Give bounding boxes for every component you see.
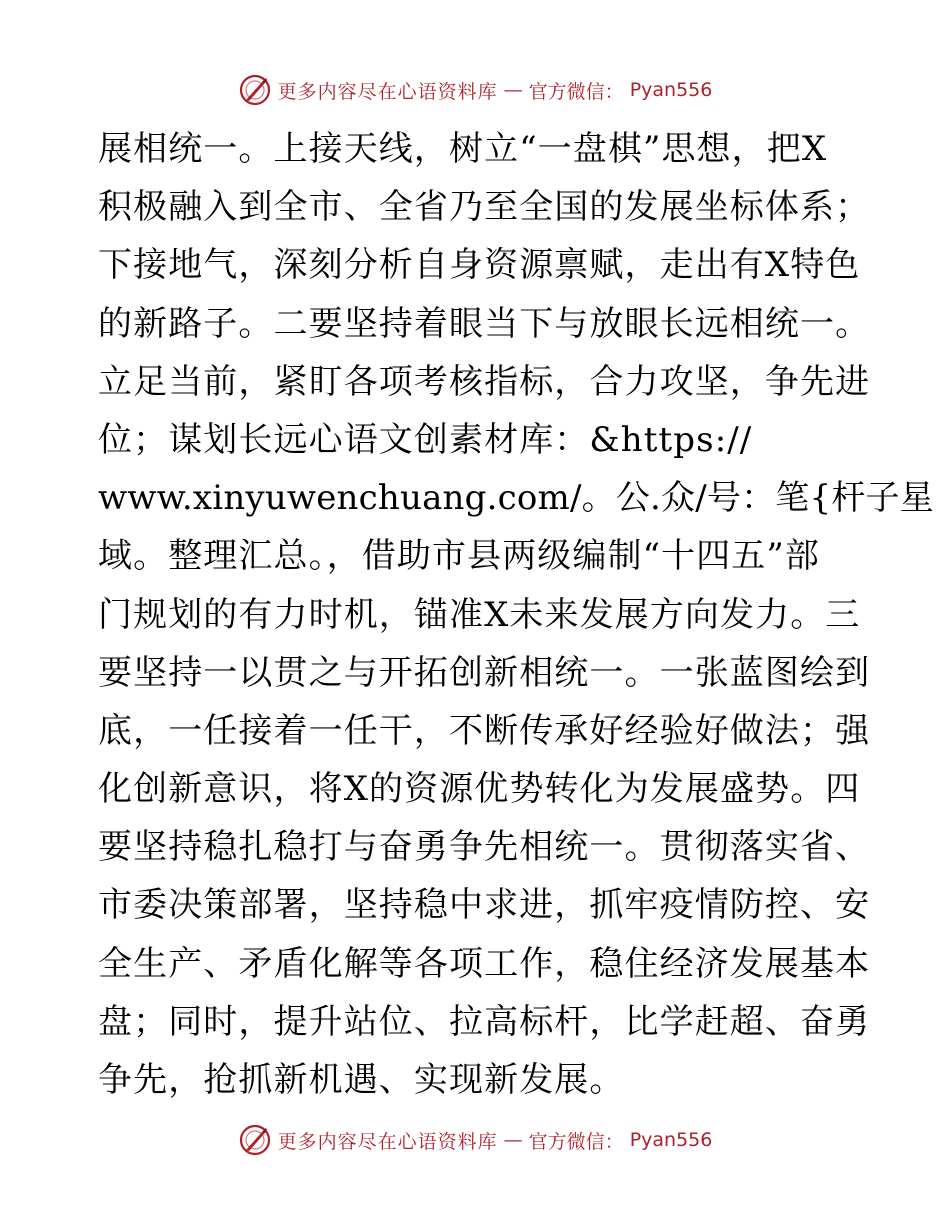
watermark-wechat-label: 官方微信： [528,1130,624,1153]
watermark-wechat-label: 官方微信： [528,80,624,103]
body-line: 位；谋划长远心语文创素材库：&https:// [98,419,753,460]
body-line: 化创新意识，将X的资源优势转化为发展盛势。四 [98,769,861,810]
watermark-separator: — [503,1129,523,1151]
watermark-main-text: 更多内容尽在心语资料库 [277,80,498,103]
watermark-separator: — [503,79,523,101]
body-line: 要坚持一以贯之与开拓创新相统一。一张蓝图绘到 [98,652,871,693]
body-line: 积极融入到全市、全省乃至全国的发展坐标体系； [98,187,871,228]
body-line: 的新路子。二要坚持着眼当下与放眼长远相统一。 [98,303,871,344]
body-line: 盘；同时，提升站位、拉高标杆，比学赶超、奋勇 [98,1001,871,1042]
quill-logo-icon [238,73,272,107]
body-line: 门规划的有力时机，锚准X未来发展方向发力。三 [98,594,861,635]
body-line: 要坚持稳扎稳打与奋勇争先相统一。贯彻落实省、 [98,827,871,868]
body-line: 底，一任接着一任干，不断传承好经验好做法；强 [98,710,871,751]
body-line: 展相统一。上接天线，树立“一盘棋”思想，把X [98,129,828,169]
quill-logo-icon [238,1123,272,1157]
body-line: 下接地气，深刻分析自身资源禀赋，走出有X特色 [98,245,861,286]
header-watermark [0,70,950,110]
body-line: 市委决策部署，坚持稳中求进，抓牢疫情防控、安 [98,885,871,926]
body-line: 争先，抢抓新机遇、实现新发展。 [98,1060,625,1100]
watermark-wechat-id: Pyan556 [629,1129,713,1151]
body-line: 立足当前，紧盯各项考核指标，合力攻坚，争先进 [98,361,871,402]
body-line: www.xinyuwenchuang.com/。公.众/号：笔{杆子星 [98,478,934,519]
body-line: 域。整理汇总。，借助市县两级编制“十四五”部 [98,536,820,577]
footer-watermark [0,1120,950,1160]
document-body [98,120,934,1109]
body-line: 全生产、矛盾化解等各项工作，稳住经济发展基本 [98,943,871,984]
watermark-wechat-id: Pyan556 [629,79,713,101]
watermark-main-text: 更多内容尽在心语资料库 [277,1130,498,1153]
